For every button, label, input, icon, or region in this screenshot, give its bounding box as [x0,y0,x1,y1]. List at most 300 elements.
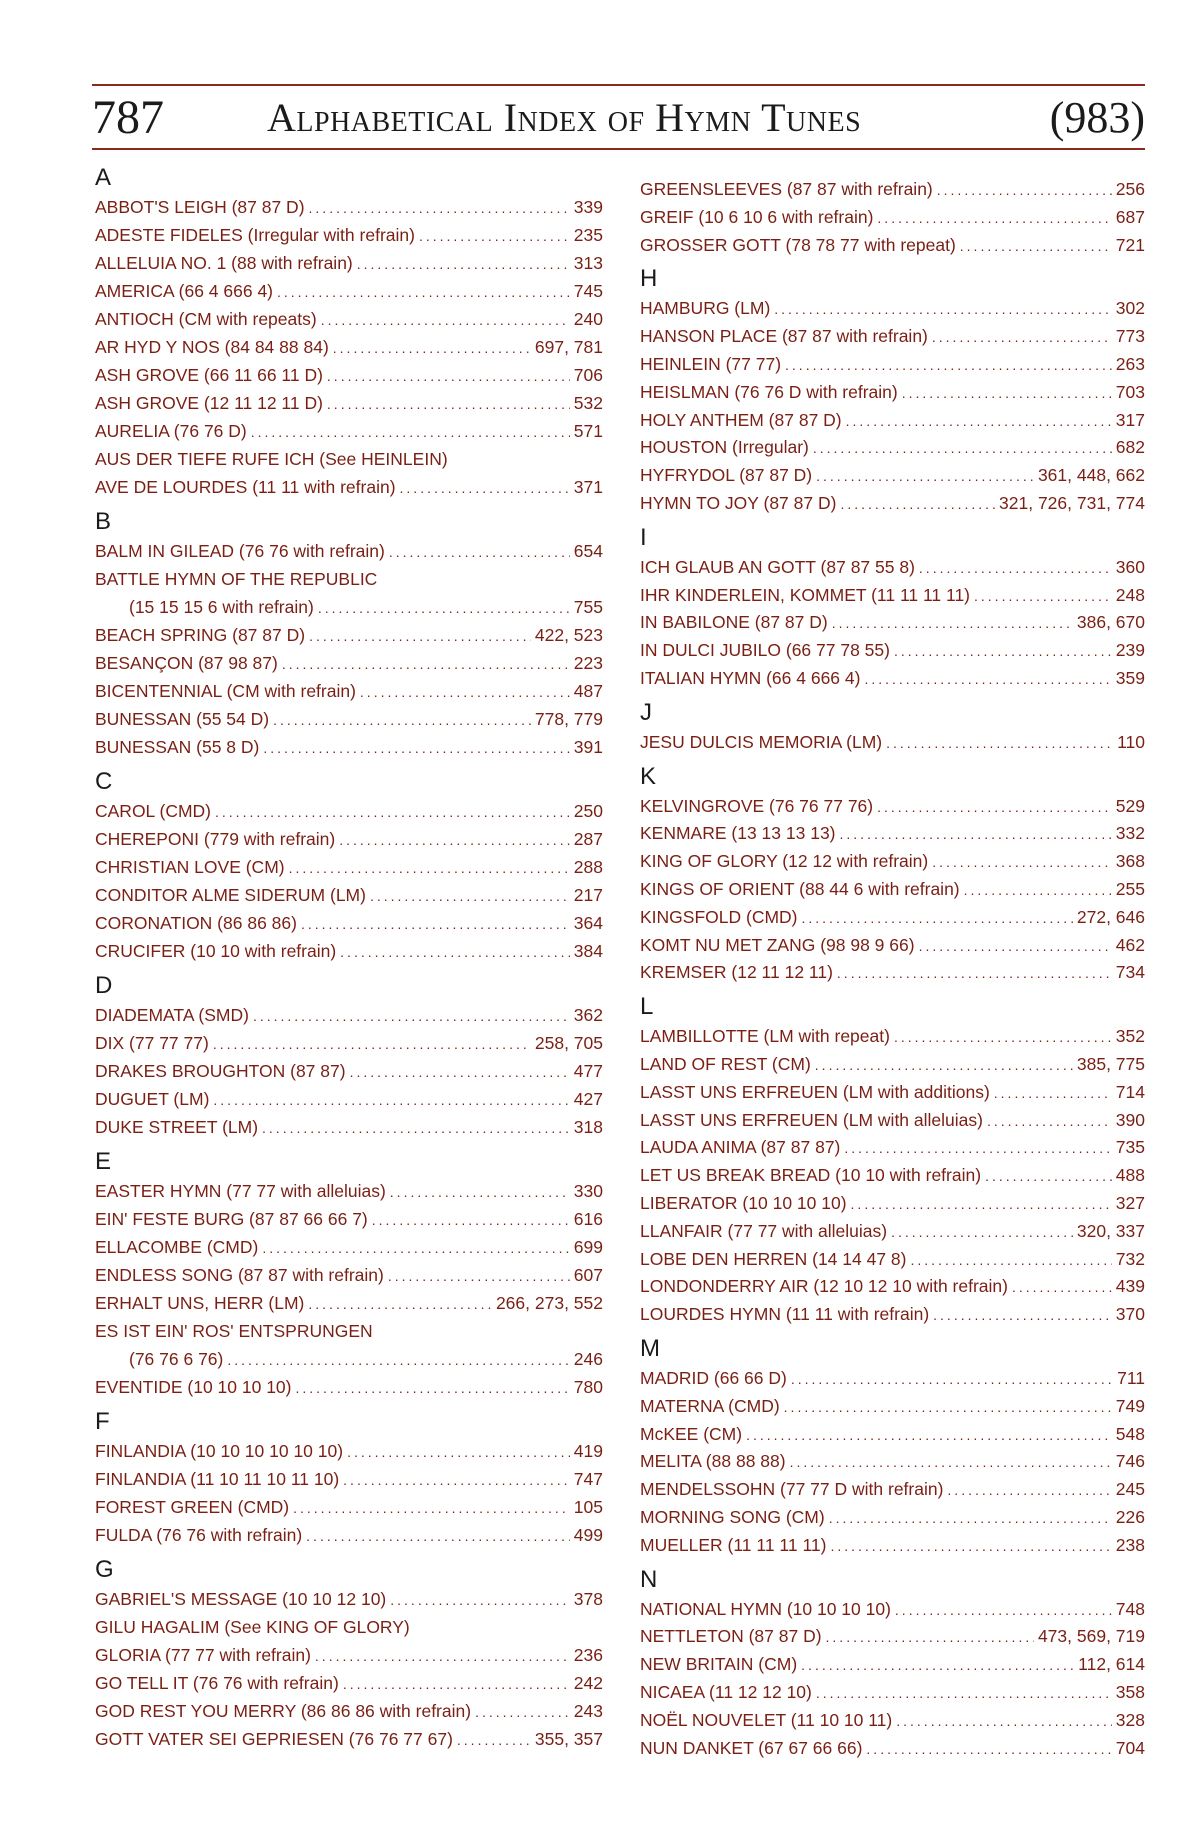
leader-dots [315,1645,570,1667]
leader-dots [340,941,570,963]
leader-dots [213,1033,531,1055]
tune-name: FINLANDIA (11 10 11 10 11 10) [95,1469,340,1489]
tune-name: HOLY ANTHEM (87 87 D) [640,409,842,430]
hymn-numbers: 548 [1115,1423,1145,1444]
leader-dots [390,1181,570,1203]
leader-dots [816,1682,1112,1704]
hymn-numbers: 704 [1115,1737,1145,1758]
hymn-numbers: 339 [573,197,603,217]
tune-name: AVE DE LOURDES (11 11 with refrain) [95,477,396,497]
index-entry [640,822,1145,845]
leader-dots [866,1738,1111,1760]
tune-name: KINGS OF ORIENT (88 44 6 with refrain) [640,879,960,899]
tune-name: CRUCIFER (10 10 with refrain) [95,941,337,961]
index-entry [95,1524,603,1547]
tune-name: NETTLETON (87 87 D) [640,1626,822,1647]
index-entry [640,795,1145,818]
tune-name: NOËL NOUVELET (11 10 10 11) [640,1709,893,1730]
tune-name: EVENTIDE (10 10 10 10) [95,1377,292,1397]
index-entry [95,1180,603,1203]
leader-dots [273,709,531,731]
hymn-numbers: 748 [1115,1598,1145,1619]
tune-name: ERHALT UNS, HERR (LM) [95,1293,305,1313]
index-entry [95,736,603,759]
hymn-numbers: 112, 614 [1078,1654,1145,1675]
tune-name: BALM IN GILEAD (76 76 with refrain) [95,541,385,561]
hymn-numbers: 462 [1115,934,1145,955]
hymn-numbers: 287 [573,829,603,849]
leader-dots [318,597,570,619]
hymn-numbers: 250 [573,801,603,821]
hymn-numbers: 110 [1117,731,1145,752]
hymn-numbers: 239 [1115,640,1145,661]
tune-name: MORNING SONG (CM) [640,1507,825,1527]
section-letter: M [640,1335,660,1362]
index-entry [640,464,1145,487]
leader-dots [826,1626,1034,1648]
hymn-numbers: 755 [573,597,603,617]
index-entry [95,196,603,219]
tune-name: CHRISTIAN LOVE (CM) [95,857,285,877]
hymn-numbers: 778, 779 [534,709,603,729]
tune-name: EASTER HYMN (77 77 with alleluias) [95,1181,386,1201]
leader-dots [227,1349,569,1371]
hymn-numbers: 682 [1115,437,1145,458]
section-letter: H [640,265,658,293]
tune-name: CONDITOR ALME SIDERUM (LM) [95,885,366,905]
tune-name: DIADEMATA (SMD) [95,1005,249,1025]
leader-dots [350,1061,570,1083]
tune-name: KING OF GLORY (12 12 with refrain) [640,851,929,872]
leader-dots [790,1451,1112,1473]
index-entry [95,540,603,563]
leader-dots [932,851,1112,873]
section-letter: D [95,972,113,999]
tune-name: CORONATION (86 86 86) [95,913,297,933]
index-entry [640,1081,1145,1104]
index-entry [640,1395,1145,1418]
tune-name: LOURDES HYMN (11 11 with refrain) [640,1304,930,1325]
tune-name: LET US BREAK BREAD (10 10 with refrain) [640,1165,982,1186]
tune-name: JESU DULCIS MEMORIA (LM) [640,731,883,752]
hymn-numbers: 246 [573,1349,603,1369]
hymn-numbers: 362 [573,1005,603,1025]
tune-name: ITALIAN HYMN (66 4 666 4) [640,668,861,688]
leader-dots [390,1589,570,1611]
hymn-numbers: 332 [1115,823,1145,844]
index-entry [640,934,1145,957]
leader-dots [877,796,1112,818]
leader-dots [308,1293,492,1315]
index-entry [95,652,603,675]
leader-dots [293,1497,570,1519]
leader-dots [475,1701,570,1723]
leader-dots [295,1377,569,1399]
tune-name: LAUDA ANIMA (87 87 87) [640,1137,841,1158]
leader-dots [911,1249,1112,1271]
leader-dots [894,640,1112,662]
leader-dots [994,1082,1112,1104]
leader-dots [840,493,995,515]
hymn-numbers: 386, 670 [1076,612,1145,633]
leader-dots [815,1054,1073,1076]
index-entry [95,624,603,647]
hymn-numbers: 226 [1115,1507,1145,1527]
tune-name: EIN' FESTE BURG (87 87 66 66 7) [95,1209,368,1229]
index-entry [640,297,1145,320]
index-entry [95,1088,603,1111]
leader-dots [372,1209,570,1231]
hymn-numbers: 248 [1115,584,1145,605]
hymn-numbers: 370 [1115,1304,1145,1325]
tune-name: ASH GROVE (66 11 66 11 D) [95,365,323,385]
leader-dots [932,326,1112,348]
tune-name: NICAEA (11 12 12 10) [640,1682,812,1702]
section-letter: N [640,1565,658,1593]
index-entry [640,667,1145,690]
index-entry [95,392,603,415]
leader-dots [282,653,570,675]
hymn-numbers: 330 [573,1181,603,1201]
tune-name: MUELLER (11 11 11 11) [640,1534,827,1555]
index-entry [95,1236,603,1259]
leader-dots [937,179,1112,201]
tune-name: BESANÇON (87 98 87) [95,653,278,673]
tune-name: KELVINGROVE (76 76 77 76) [640,795,874,816]
leader-dots [902,382,1112,404]
leader-dots [947,1479,1111,1501]
tune-name: GREIF (10 6 10 6 with refrain) [640,206,874,227]
index-entry [640,1737,1145,1760]
section-letter: F [95,1408,110,1435]
index-entry [95,680,603,703]
tune-name: ALLELUIA NO. 1 (88 with refrain) [95,253,353,273]
index-entry [640,381,1145,404]
index-entry [640,1598,1145,1621]
hymn-numbers: 732 [1115,1248,1145,1269]
leader-dots [891,1221,1073,1243]
page-title: Alphabetical Index of Hymn Tunes [267,95,862,140]
leader-dots [919,935,1112,957]
leader-dots [277,281,570,303]
index-entry [640,1423,1145,1446]
hymn-numbers: 439 [1115,1276,1145,1297]
hymn-numbers: 223 [573,653,603,673]
index-entry [95,1468,603,1491]
index-entry [95,280,603,303]
hymn-numbers: 571 [573,421,603,441]
tune-name: BEACH SPRING (87 87 D) [95,625,306,645]
index-entry [95,800,603,823]
index-entry [95,912,603,935]
hymn-numbers: 321, 726, 731, 774 [999,493,1145,513]
tune-name: BUNESSAN (55 8 D) [95,737,260,757]
hymn-number: (983) [1049,93,1145,142]
leader-dots [251,421,570,443]
leader-dots [837,962,1112,984]
index-entry [95,1728,603,1751]
index-entry [640,353,1145,376]
hymn-numbers: 427 [573,1089,603,1109]
tune-name: KOMT NU MET ZANG (98 98 9 66) [640,934,915,955]
tune-name: BICENTENNIAL (CM with refrain) [95,681,356,701]
tune-name: DUGUET (LM) [95,1089,210,1109]
hymn-numbers: 245 [1115,1479,1145,1500]
leader-dots [894,1026,1112,1048]
leader-dots [846,410,1112,432]
leader-dots [262,1117,570,1139]
leader-dots [388,1265,570,1287]
index-entry [95,708,603,731]
index-entry [95,1292,603,1315]
leader-dots [1012,1276,1112,1298]
leader-dots [877,207,1111,229]
leader-dots [844,1137,1111,1159]
tune-name: FOREST GREEN (CMD) [95,1497,290,1517]
tune-name: GREENSLEEVES (87 87 with refrain) [640,179,933,199]
index-entry [640,556,1145,579]
tune-name: IHR KINDERLEIN, KOMMET (11 11 11 11) [640,584,971,605]
index-entry [640,906,1145,929]
index-entry [640,1506,1145,1529]
leader-dots [791,1368,1113,1390]
index-entry [95,1644,603,1667]
index-entry [95,940,603,963]
index-entry [640,1709,1145,1732]
tune-name: NATIONAL HYMN (10 10 10 10) [640,1598,891,1619]
tune-name: ABBOT'S LEIGH (87 87 D) [95,197,305,217]
hymn-numbers: 371 [573,477,603,497]
leader-dots [321,309,570,331]
hymn-numbers: 320, 337 [1076,1220,1145,1241]
leader-dots [785,354,1112,376]
leader-dots [327,365,570,387]
index-entry [640,1625,1145,1648]
hymn-numbers: 699 [573,1237,603,1257]
hymn-numbers: 266, 273, 552 [495,1293,603,1313]
index-entry [640,436,1145,459]
index-entry [95,476,603,499]
leader-dots [895,1599,1112,1621]
hymn-numbers: 745 [573,281,603,301]
hymn-numbers: 488 [1115,1165,1145,1186]
hymn-numbers: 654 [573,541,603,561]
hymn-numbers: 529 [1115,795,1145,816]
hymn-numbers: 697, 781 [534,337,603,357]
index-entry [640,325,1145,348]
leader-dots [309,197,570,219]
leader-dots [360,681,570,703]
leader-dots [343,1469,570,1491]
page-number: 787 [92,91,164,144]
tune-name: NEW BRITAIN (CM) [640,1654,798,1675]
leader-dots [333,337,531,359]
tune-name: ASH GROVE (12 11 12 11 D) [95,393,323,413]
leader-dots [816,465,1034,487]
leader-dots [896,1710,1112,1732]
leader-dots [933,1304,1112,1326]
leader-dots [457,1729,531,1751]
tune-name: KINGSFOLD (CMD) [640,906,798,927]
tune-name: AR HYD Y NOS (84 84 88 84) [95,337,329,357]
hymn-numbers: 317 [1115,409,1145,430]
leader-dots [357,253,570,275]
tune-name: GROSSER GOTT (78 78 77 with repeat) [640,234,956,255]
tune-name: HAMBURG (LM) [640,298,771,319]
tune-name: ELLACOMBE (CMD) [95,1237,259,1257]
index-entry [640,1367,1145,1390]
tune-name: GOTT VATER SEI GEPRIESEN (76 76 77 67) [95,1729,453,1749]
hymn-numbers: 487 [573,681,603,701]
index-entry [640,206,1145,229]
index-entry [640,492,1145,515]
tune-name: DUKE STREET (LM) [95,1117,259,1137]
index-entry [640,1275,1145,1298]
tune-name: ENDLESS SONG (87 87 with refrain) [95,1265,384,1285]
hymn-numbers: 302 [1115,298,1145,319]
page-header [92,90,1145,146]
hymn-numbers: 714 [1115,1081,1145,1102]
hymn-numbers: 238 [1115,1534,1145,1555]
index-entry [129,596,603,619]
tune-name: NUN DANKET (67 67 66 66) [640,1737,863,1758]
index-entry [640,234,1145,257]
index-entry [95,420,603,443]
hymn-numbers: 258, 705 [534,1033,603,1053]
section-letter: G [95,1556,114,1583]
hymn-numbers: 240 [573,309,603,329]
section-letter: L [640,993,654,1021]
tune-name: LIBERATOR (10 10 10 10) [640,1193,847,1213]
hymn-numbers: 735 [1115,1137,1145,1158]
hymn-numbers: 313 [573,253,603,273]
hymn-numbers: 746 [1115,1451,1145,1472]
hymn-numbers: 607 [573,1265,603,1285]
tune-name: ES IST EIN' ROS' ENTSPRUNGEN [95,1321,373,1341]
hymn-numbers: 711 [1117,1368,1145,1388]
leader-dots [840,823,1112,845]
leader-dots [829,1507,1112,1529]
index-entry [640,611,1145,634]
index-entry [640,1025,1145,1048]
tune-name: HANSON PLACE (87 87 with refrain) [640,326,928,347]
hymn-numbers: 422, 523 [534,625,603,645]
hymn-numbers: 703 [1115,381,1145,402]
hymn-numbers: 288 [573,857,603,877]
hymn-numbers: 256 [1115,179,1145,199]
tune-name: DIX (77 77 77) [95,1033,209,1053]
index-entry [95,856,603,879]
tune-name: IN BABILONE (87 87 D) [640,612,828,633]
hymn-numbers: 361, 448, 662 [1037,465,1145,486]
leader-dots [327,393,570,415]
hymn-numbers: 236 [573,1645,603,1665]
hymn-numbers: 368 [1115,851,1145,872]
index-entry [95,364,603,387]
tune-name: CAROL (CMD) [95,801,212,821]
section-letter: K [640,762,657,790]
index-entry [95,1700,603,1723]
tune-name: MADRID (66 66 D) [640,1368,787,1388]
tune-name: KENMARE (13 13 13 13) [640,823,836,844]
hymn-numbers: 499 [573,1525,603,1545]
index-entry [95,308,603,331]
index-entry [640,1053,1145,1076]
leader-dots [262,1237,569,1259]
tune-name: HYFRYDOL (87 87 D) [640,465,813,486]
index-entry [95,1588,603,1611]
hymn-numbers: 327 [1115,1193,1145,1213]
hymn-numbers: 105 [573,1497,603,1517]
hymn-numbers: 328 [1115,1709,1145,1730]
hymn-numbers: 780 [573,1377,603,1397]
tune-name: LLANFAIR (77 77 with alleluias) [640,1220,888,1241]
hymn-numbers: 749 [1115,1395,1145,1416]
hymn-numbers: 359 [1115,668,1145,688]
index-entry [95,884,603,907]
index-entry [95,1032,603,1055]
hymn-numbers: 355, 357 [534,1729,603,1749]
leader-dots [774,298,1112,320]
leader-dots [987,1110,1112,1132]
tune-name: LONDONDERRY AIR (12 10 12 10 with refrain) [640,1276,1008,1297]
leader-dots [289,857,570,879]
hymn-numbers: 243 [573,1701,603,1721]
tune-name: AUS DER TIEFE RUFE ICH (See HEINLEIN) [95,449,448,469]
tune-name: LAMBILLOTTE (LM with repeat) [640,1026,890,1047]
leader-dots [253,1005,570,1027]
index-entry [640,961,1145,984]
leader-dots [746,1424,1112,1446]
leader-dots [964,879,1112,901]
leader-dots [851,1193,1112,1215]
index-entry [95,1264,603,1287]
leader-dots [343,1673,570,1695]
index-entry [95,1208,603,1231]
tune-name: (15 15 15 6 with refrain) [129,597,314,617]
index-entry [95,1060,603,1083]
hymn-numbers: 477 [573,1061,603,1081]
index-entry [129,1348,603,1371]
tune-name: LOBE DEN HERREN (14 14 47 8) [640,1248,907,1269]
tune-name: HEISLMAN (76 76 D with refrain) [640,381,898,402]
index-entry [640,878,1145,901]
index-entry [640,1109,1145,1132]
tune-name: GOD REST YOU MERRY (86 86 86 with refrain) [95,1701,472,1721]
tune-name: MATERNA (CMD) [640,1395,780,1416]
index-entry [95,252,603,275]
leader-dots [802,907,1073,929]
index-entry [640,1303,1145,1326]
section-letter: J [640,698,652,726]
index-entry [640,1681,1145,1704]
index-entry [640,178,1145,201]
leader-dots [801,1654,1074,1676]
leader-dots [339,829,570,851]
tune-name: AURELIA (76 76 D) [95,421,247,441]
hymn-numbers: 747 [573,1469,603,1489]
section-letter: A [95,164,112,191]
hymn-numbers: 706 [573,365,603,385]
section-letter: E [95,1148,112,1175]
index-entry [640,1534,1145,1557]
tune-name: IN DULCI JUBILO (66 77 78 55) [640,640,890,661]
hymn-numbers: 473, 569, 719 [1037,1626,1145,1647]
index-entry [95,1672,603,1695]
hymn-numbers: 360 [1115,556,1145,577]
tune-name: LAND OF REST (CM) [640,1054,811,1074]
index-entry [640,1248,1145,1271]
